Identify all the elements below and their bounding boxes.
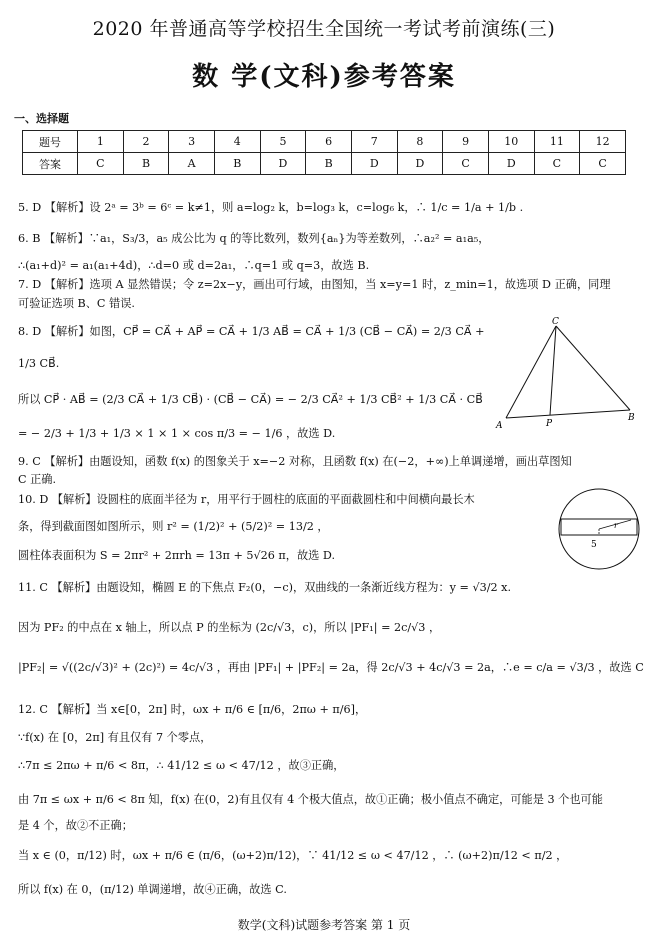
solution-11-line3: |PF₂| = √((2c/√3)² + (2c)²) = 4c/√3 ，再由 |PF₁| + |PF₂| = 2a，得 2c/√3 + 4c/√3 = 2a，∴e = c/a = √3/3 ，故选 C bbox=[18, 661, 644, 674]
solution-12-line7: 所以 f(x) 在 0，(π/12) 单调递增，故④正确，故选 C. bbox=[18, 883, 287, 896]
table-cell: 7 bbox=[351, 131, 397, 153]
solution-10-line3: 圆柱体表面积为 S = 2πr² + 2πrh = 13π + 5√26 π，故选 D. bbox=[18, 549, 336, 562]
table-cell: D bbox=[351, 153, 397, 175]
solution-6-line1: 6. B 【解析】∵a₁，S₃/3，a₅ 成公比为 q 的等比数列，数列{aₙ}为等差数列，∴a₂² = a₁a₅， bbox=[18, 232, 490, 245]
solution-8-line3: 所以 CP⃗ · AB⃗ = (2/3 CA⃗ + 1/3 CB⃗) · (CB⃗ − CA⃗) = − 2/3 CA⃗² + 1/3 CB⃗² + 1/3 CA⃗ · CB⃗ bbox=[18, 393, 483, 406]
table-cell: 8 bbox=[397, 131, 443, 153]
triangle-figure bbox=[494, 314, 640, 432]
solution-6-line2: ∴(a₁+d)² = a₁(a₁+4d)，∴d=0 或 d=2a₁，∴q=1 或 q=3，故选 B. bbox=[18, 259, 370, 272]
table-cell: 2 bbox=[123, 131, 169, 153]
answer-table bbox=[22, 130, 626, 175]
table-cell: 11 bbox=[534, 131, 580, 153]
figure-label-5: 5 bbox=[591, 540, 597, 550]
table-cell: A bbox=[169, 153, 215, 175]
vertex-label-b: B bbox=[628, 413, 635, 423]
solution-12-line4: 由 7π ≤ ωx + π/6 < 8π 知，f(x) 在(0，2)有且仅有 4 个极大值点，故①正确；极小值点不确定，可能是 3 个也可能 bbox=[18, 793, 603, 806]
vertex-label-a: A bbox=[496, 421, 503, 431]
solution-7-line1: 7. D 【解析】选项 A 显然错误；令 z=2x−y，画出可行域，由图知，当 x=y=1 时，z_min=1，故选项 D 正确，同理 bbox=[18, 278, 611, 291]
table-cell: C bbox=[443, 153, 489, 175]
table-row-label: 题号 bbox=[23, 131, 78, 153]
table-cell: 10 bbox=[488, 131, 534, 153]
table-cell: D bbox=[260, 153, 306, 175]
solution-8-line2: 1/3 CB⃗. bbox=[18, 357, 60, 370]
table-cell: 12 bbox=[580, 131, 626, 153]
solution-11-line2: 因为 PF₂ 的中点在 x 轴上，所以点 P 的坐标为 (2c/√3，c)，所以 |PF₁| = 2c/√3 ， bbox=[18, 621, 441, 634]
table-cell: 3 bbox=[169, 131, 215, 153]
solution-12-line2: ∵f(x) 在 [0，2π] 有且仅有 7 个零点， bbox=[18, 731, 212, 744]
solution-8-line4: = − 2/3 + 1/3 + 1/3 × 1 × 1 × cos π/3 = − 1/6 ，故选 D. bbox=[18, 427, 336, 440]
circle-section-figure bbox=[556, 486, 642, 572]
solution-12-line3: ∴7π ≤ 2πω + π/6 < 8π，∴ 41/12 ≤ ω < 47/12 ，故③正确， bbox=[18, 759, 345, 772]
figure-label-r: r bbox=[614, 521, 618, 530]
table-row bbox=[23, 131, 626, 153]
table-row bbox=[23, 153, 626, 175]
section-heading: 一、选择题 bbox=[14, 112, 69, 125]
solution-12-line1: 12. C 【解析】当 x∈[0，2π] 时，ωx + π/6 ∈ [π/6，2πω + π/6]， bbox=[18, 703, 367, 716]
table-cell: B bbox=[306, 153, 352, 175]
vertex-label-p: P bbox=[546, 419, 553, 429]
solution-10-line1: 10. D 【解析】设圆柱的底面半径为 r，用平行于圆柱的底面的平面截圆柱和中间横向最长木 bbox=[18, 493, 475, 506]
solution-8-line1: 8. D 【解析】如图，CP⃗ = CA⃗ + AP⃗ = CA⃗ + 1/3 AB⃗ = CA⃗ + 1/3 (CB⃗ − CA⃗) = 2/3 CA⃗ + bbox=[18, 325, 485, 338]
table-cell: D bbox=[488, 153, 534, 175]
table-cell: B bbox=[123, 153, 169, 175]
page-subtitle: 数 学(文科)参考答案 bbox=[192, 62, 456, 92]
solution-9-line2: C 正确. bbox=[18, 473, 57, 486]
table-cell: 6 bbox=[306, 131, 352, 153]
solution-12-line6: 当 x ∈ (0，π/12) 时，ωx + π/6 ∈ (π/6，(ω+2)π/12)，∵ 41/12 ≤ ω < 47/12 ，∴ (ω+2)π/12 < π/2 ， bbox=[18, 849, 568, 862]
page-footer: 数学(文科)试题参考答案 第 1 页 bbox=[237, 918, 411, 932]
page-title: 2020 年普通高等学校招生全国统一考试考前演练(三) bbox=[92, 18, 556, 40]
solution-12-line5: 是 4 个，故②不正确； bbox=[18, 819, 133, 832]
table-row-label: 答案 bbox=[23, 153, 78, 175]
solution-7-line2: 可验证选项 B、C 错误. bbox=[18, 297, 135, 310]
table-cell: C bbox=[534, 153, 580, 175]
solution-5: 5. D 【解析】设 2ᵃ = 3ᵇ = 6ᶜ = k≠1，则 a=log₂ k，b=log₃ k，c=log₆ k，∴ 1/c = 1/a + 1/b . bbox=[18, 201, 524, 214]
table-cell: B bbox=[214, 153, 260, 175]
table-cell: 4 bbox=[214, 131, 260, 153]
solution-10-line2: 条，得到截面图如图所示，则 r² = (1/2)² + (5/2)² = 13/2 ， bbox=[18, 520, 329, 533]
vertex-label-c: C bbox=[552, 317, 559, 327]
table-cell: C bbox=[580, 153, 626, 175]
table-cell: 9 bbox=[443, 131, 489, 153]
table-cell: 1 bbox=[78, 131, 124, 153]
solution-9-line1: 9. C 【解析】由题设知，函数 f(x) 的图象关于 x=−2 对称，且函数 f(x) 在(−2，+∞)上单调递增，画出草图知 bbox=[18, 455, 572, 468]
table-cell: 5 bbox=[260, 131, 306, 153]
table-cell: D bbox=[397, 153, 443, 175]
solution-11-line1: 11. C 【解析】由题设知，椭圆 E 的下焦点 F₂(0，−c)，双曲线的一条渐近线方程为：y = √3/2 x. bbox=[18, 581, 512, 594]
table-cell: C bbox=[78, 153, 124, 175]
